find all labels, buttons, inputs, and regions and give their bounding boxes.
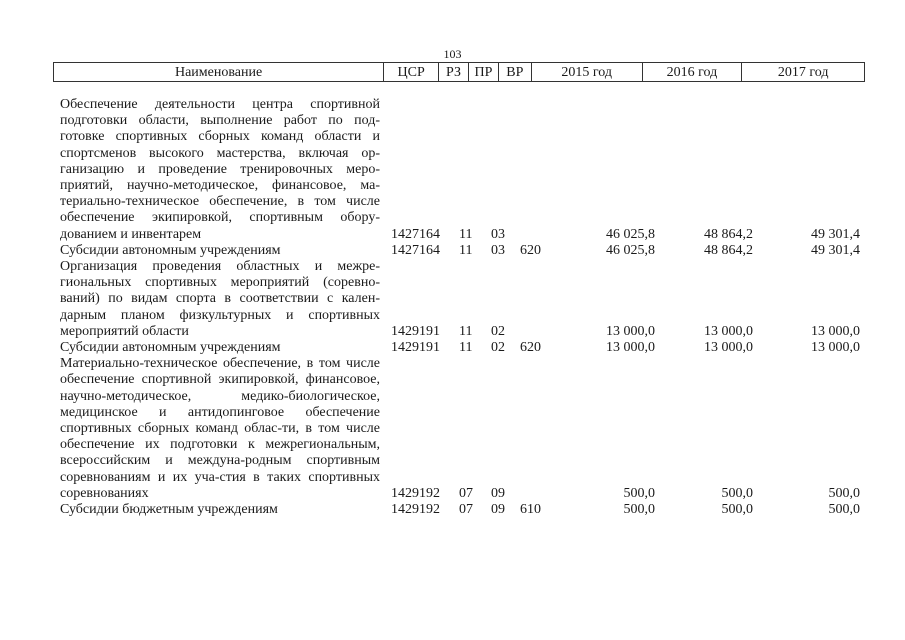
row-pr: 09 <box>491 485 505 501</box>
row-name: Субсидии бюджетным учреждениям <box>60 502 278 518</box>
row-rz: 11 <box>459 340 473 356</box>
row-rz: 11 <box>459 323 473 339</box>
row-2016: 500,0 <box>721 485 753 501</box>
row-2016: 48 864,2 <box>704 226 753 242</box>
row-2017: 49 301,4 <box>811 242 860 258</box>
header-name: Наименование <box>54 63 384 81</box>
row-2015: 500,0 <box>623 502 655 518</box>
header-rz: РЗ <box>439 63 469 81</box>
page-number: 103 <box>443 47 462 61</box>
row-vr: 620 <box>520 340 541 356</box>
row-rz: 07 <box>459 502 473 518</box>
row-csr: 1427164 <box>391 226 440 242</box>
row-2016: 13 000,0 <box>704 323 753 339</box>
row-2017: 500,0 <box>828 485 860 501</box>
row-2015: 46 025,8 <box>606 242 655 258</box>
row-2017: 13 000,0 <box>811 340 860 356</box>
row-name: Организация проведения областных и межре-гиональных спортивных мероприятий (соревно-ваний) по видам спорта в соответствии с кален-дарным планом физкультурных и спортивных мероприятий области <box>60 259 380 339</box>
table-row <box>60 502 870 518</box>
row-csr: 1429191 <box>391 323 440 339</box>
row-name: Субсидии автономным учреждениям <box>60 340 281 356</box>
row-csr: 1429192 <box>391 485 440 501</box>
row-2017: 49 301,4 <box>811 226 860 242</box>
row-pr: 02 <box>491 340 505 356</box>
table-row <box>60 356 870 502</box>
header-csr: ЦСР <box>384 63 439 81</box>
header-2017: 2017 год <box>777 65 829 80</box>
row-name: Субсидии автономным учреждениям <box>60 242 281 258</box>
table-row <box>60 259 870 340</box>
table-row <box>60 97 870 243</box>
row-csr: 1429191 <box>391 340 440 356</box>
table-body <box>60 97 870 518</box>
row-2015: 500,0 <box>623 485 655 501</box>
row-2015: 13 000,0 <box>606 323 655 339</box>
row-pr: 03 <box>491 242 505 258</box>
row-name: Материально-техническое обеспечение, в том числе обеспечение спортивной экипировкой, финансовое, научно-методическое, медико-биологическое, медицинское и антидопинговое обеспечение спортивных сборных команд облас-ти, в том числе обеспечение их подготовки к межрегиональным, всероссийским и междуна-родным спортивным соревнованиям и их уча-стия в таких спортивных соревнованиях <box>60 356 380 501</box>
row-vr: 620 <box>520 242 541 258</box>
table-row <box>60 243 870 259</box>
row-2017: 13 000,0 <box>811 323 860 339</box>
row-csr: 1429192 <box>391 502 440 518</box>
row-2016: 500,0 <box>721 502 753 518</box>
row-2016: 48 864,2 <box>704 242 753 258</box>
header-vr: ВР <box>499 63 532 81</box>
row-csr: 1427164 <box>391 242 440 258</box>
row-rz: 11 <box>459 226 473 242</box>
row-rz: 11 <box>459 242 473 258</box>
row-2017: 500,0 <box>828 502 860 518</box>
header-2016: 2016 год <box>643 63 743 81</box>
table-row <box>60 340 870 356</box>
row-2015: 13 000,0 <box>606 340 655 356</box>
row-vr: 610 <box>520 502 541 518</box>
row-pr: 09 <box>491 502 505 518</box>
row-pr: 03 <box>491 226 505 242</box>
row-name: Обеспечение деятельности центра спортивной подготовки области, выполнение работ по под-готовке спортивных сборных команд области и спортсменов высокого мастерства, включая ор-ганизацию и проведение тренировочных меро-приятий, научно-методическое, финансовое, ма-териально-техническое обеспечение, в том числе обеспечение экипировкой, спортивным обору-дованием и инвентарем <box>60 97 380 242</box>
header-2015: 2015 год <box>532 63 643 81</box>
header-pr: ПР <box>469 63 499 81</box>
row-pr: 02 <box>491 323 505 339</box>
row-2015: 46 025,8 <box>606 226 655 242</box>
row-2016: 13 000,0 <box>704 340 753 356</box>
row-rz: 07 <box>459 485 473 501</box>
table-header <box>53 62 865 82</box>
